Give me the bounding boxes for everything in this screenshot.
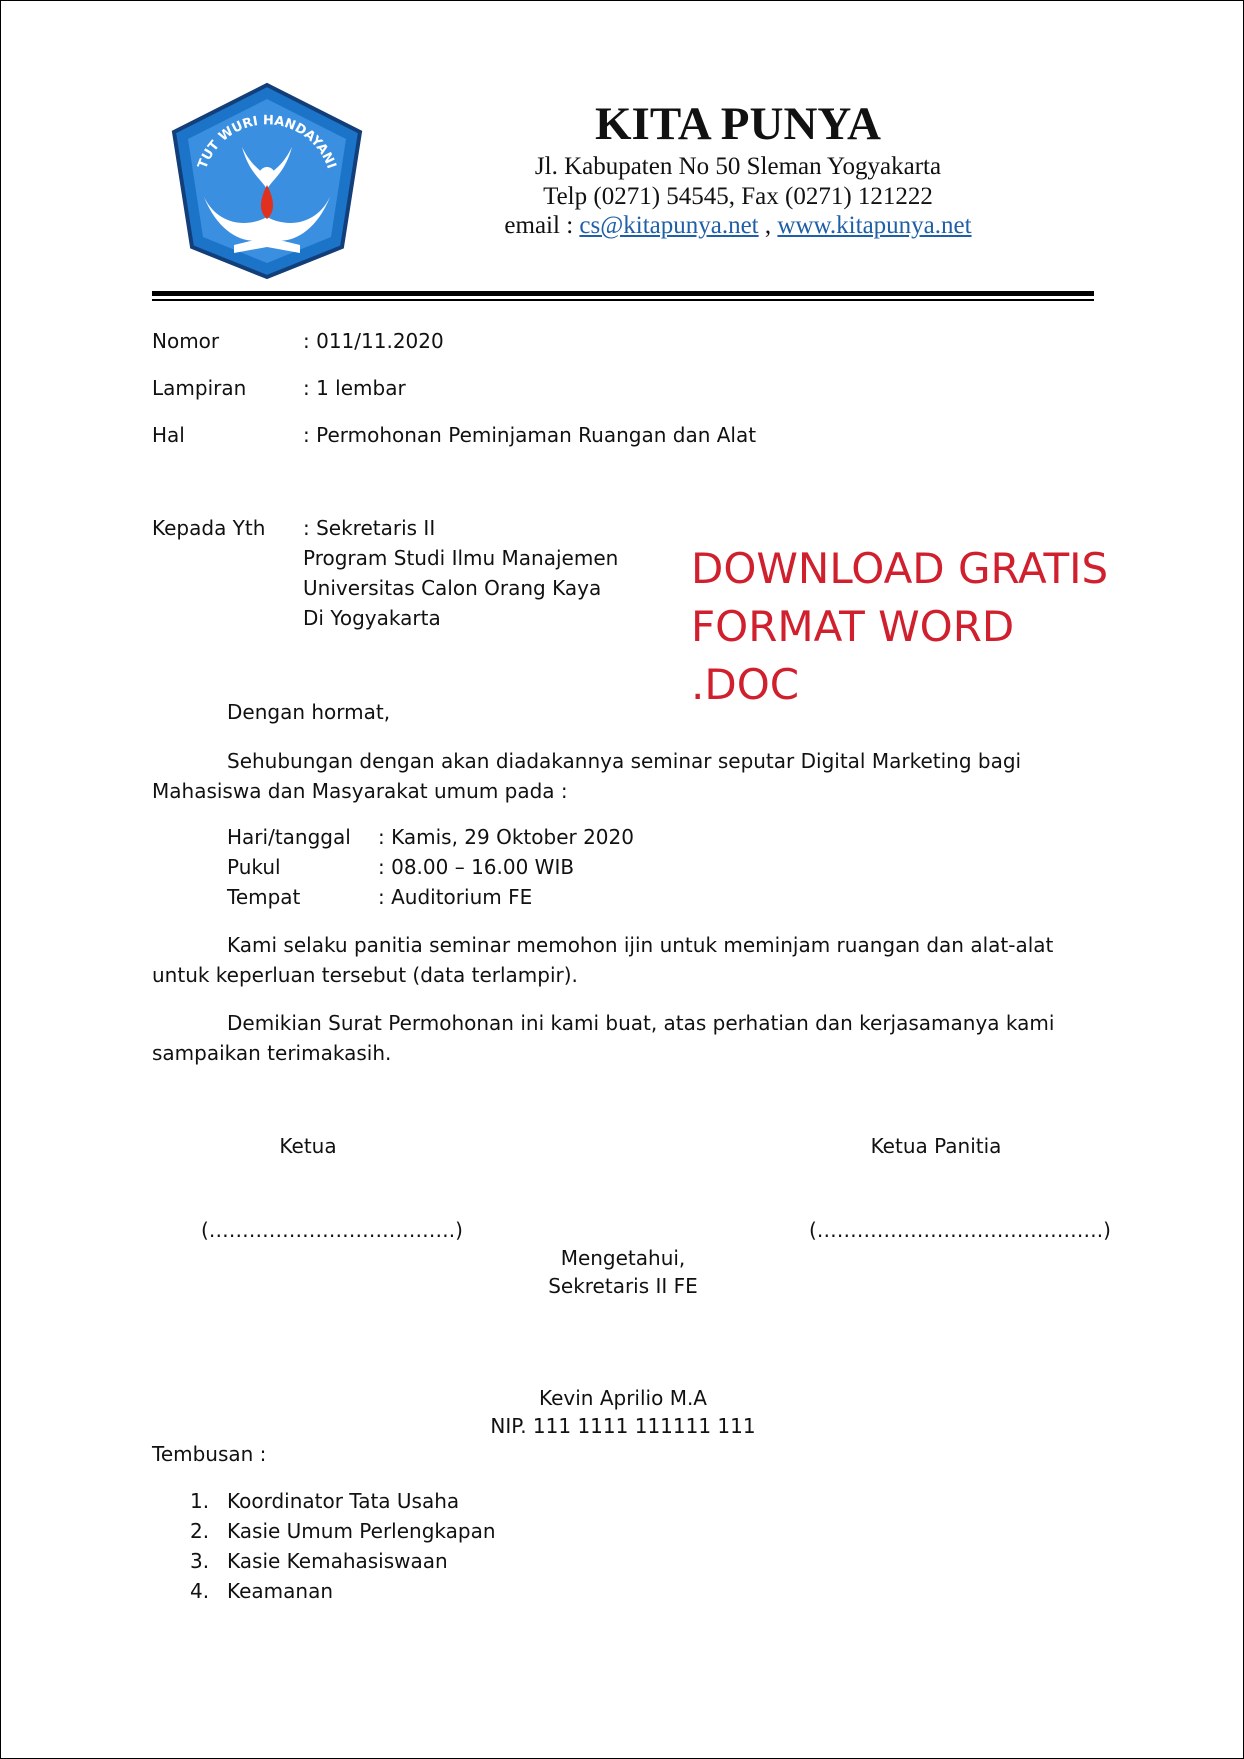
left-signature-blank: (……………………………….) bbox=[201, 1218, 463, 1242]
paragraph-2 bbox=[152, 930, 1082, 990]
place-value: : Auditorium FE bbox=[378, 885, 533, 909]
email-label: email : bbox=[504, 212, 574, 239]
time-label: Pukul bbox=[227, 855, 281, 879]
paragraph-2-text: Kami selaku panitia seminar memohon ijin untuk meminjam ruangan dan alat-alat untuk keperluan tersebut (data terlampir). bbox=[152, 933, 1054, 987]
recipient-line-1: : Sekretaris II bbox=[303, 516, 436, 540]
phone-fax: Telp (0271) 54545, Fax (0271) 121222 bbox=[543, 183, 933, 210]
acknowledge-role: Sekretaris II FE bbox=[548, 1274, 698, 1298]
paragraph-1-text: Sehubungan dengan akan diadakannya seminar seputar Digital Marketing bagi Mahasiswa dan Masyarakat umum pada : bbox=[152, 749, 1022, 803]
hal-label: Hal bbox=[152, 423, 185, 447]
cc-item-1: Koordinator Tata Usaha bbox=[227, 1489, 460, 1513]
nomor-value: : 011/11.2020 bbox=[303, 329, 444, 353]
day-value: : Kamis, 29 Oktober 2020 bbox=[378, 825, 634, 849]
greeting: Dengan hormat, bbox=[227, 700, 391, 724]
cc-item-2-num: 2. bbox=[190, 1519, 210, 1543]
website-link[interactable]: www.kitapunya.net bbox=[777, 212, 972, 239]
address: Jl. Kabupaten No 50 Sleman Yogyakarta bbox=[534, 153, 942, 180]
paragraph-1 bbox=[152, 746, 1082, 806]
recipient-line-3: Universitas Calon Orang Kaya bbox=[303, 576, 602, 600]
cc-item-2: Kasie Umum Perlengkapan bbox=[227, 1519, 496, 1543]
cc-item-3-num: 3. bbox=[190, 1549, 210, 1573]
right-signature-blank: (…………………………………….) bbox=[809, 1218, 1111, 1242]
cc-item-3: Kasie Kemahasiswaan bbox=[227, 1549, 448, 1573]
cc-item-4-num: 4. bbox=[190, 1579, 210, 1603]
watermark-line-2: FORMAT WORD bbox=[691, 602, 1015, 651]
cc-item-1-num: 1. bbox=[190, 1489, 210, 1513]
recipient-line-2: Program Studi Ilmu Manajemen bbox=[303, 546, 619, 570]
time-value: : 08.00 – 16.00 WIB bbox=[378, 855, 575, 879]
signer-nip: NIP. 111 1111 111111 111 bbox=[490, 1414, 756, 1438]
place-label: Tempat bbox=[227, 885, 301, 909]
recipient-label: Kepada Yth bbox=[152, 516, 266, 540]
paragraph-3 bbox=[152, 1008, 1082, 1068]
right-signer-title: Ketua Panitia bbox=[870, 1134, 1002, 1158]
contact-separator: , bbox=[764, 212, 772, 239]
lampiran-label: Lampiran bbox=[152, 376, 247, 400]
nomor-label: Nomor bbox=[152, 329, 220, 353]
watermark-line-1: DOWNLOAD GRATIS bbox=[691, 544, 1109, 593]
hal-value: : Permohonan Peminjaman Ruangan dan Alat bbox=[303, 423, 757, 447]
acknowledge-label: Mengetahui, bbox=[560, 1246, 686, 1270]
left-signer-title: Ketua bbox=[279, 1134, 337, 1158]
email-link[interactable]: cs@kitapunya.net bbox=[579, 212, 759, 239]
svg-text:TUT WURI HANDAYANI: TUT WURI HANDAYANI bbox=[195, 113, 339, 171]
header-rule-thin bbox=[152, 299, 1094, 301]
organization-name: KITA PUNYA bbox=[595, 98, 881, 150]
header-rule-thick bbox=[152, 291, 1094, 296]
recipient-line-4: Di Yogyakarta bbox=[303, 606, 441, 630]
cc-label: Tembusan : bbox=[152, 1442, 267, 1466]
contact-line bbox=[1, 212, 1244, 240]
day-label: Hari/tanggal bbox=[227, 825, 351, 849]
signer-name: Kevin Aprilio M.A bbox=[538, 1386, 707, 1410]
watermark-line-3: .DOC bbox=[691, 660, 800, 709]
cc-item-4: Keamanan bbox=[227, 1579, 334, 1603]
paragraph-3-text: Demikian Surat Permohonan ini kami buat, atas perhatian dan kerjasamanya kami sampaikan terimakasih. bbox=[152, 1011, 1055, 1065]
lampiran-value: : 1 lembar bbox=[303, 376, 406, 400]
